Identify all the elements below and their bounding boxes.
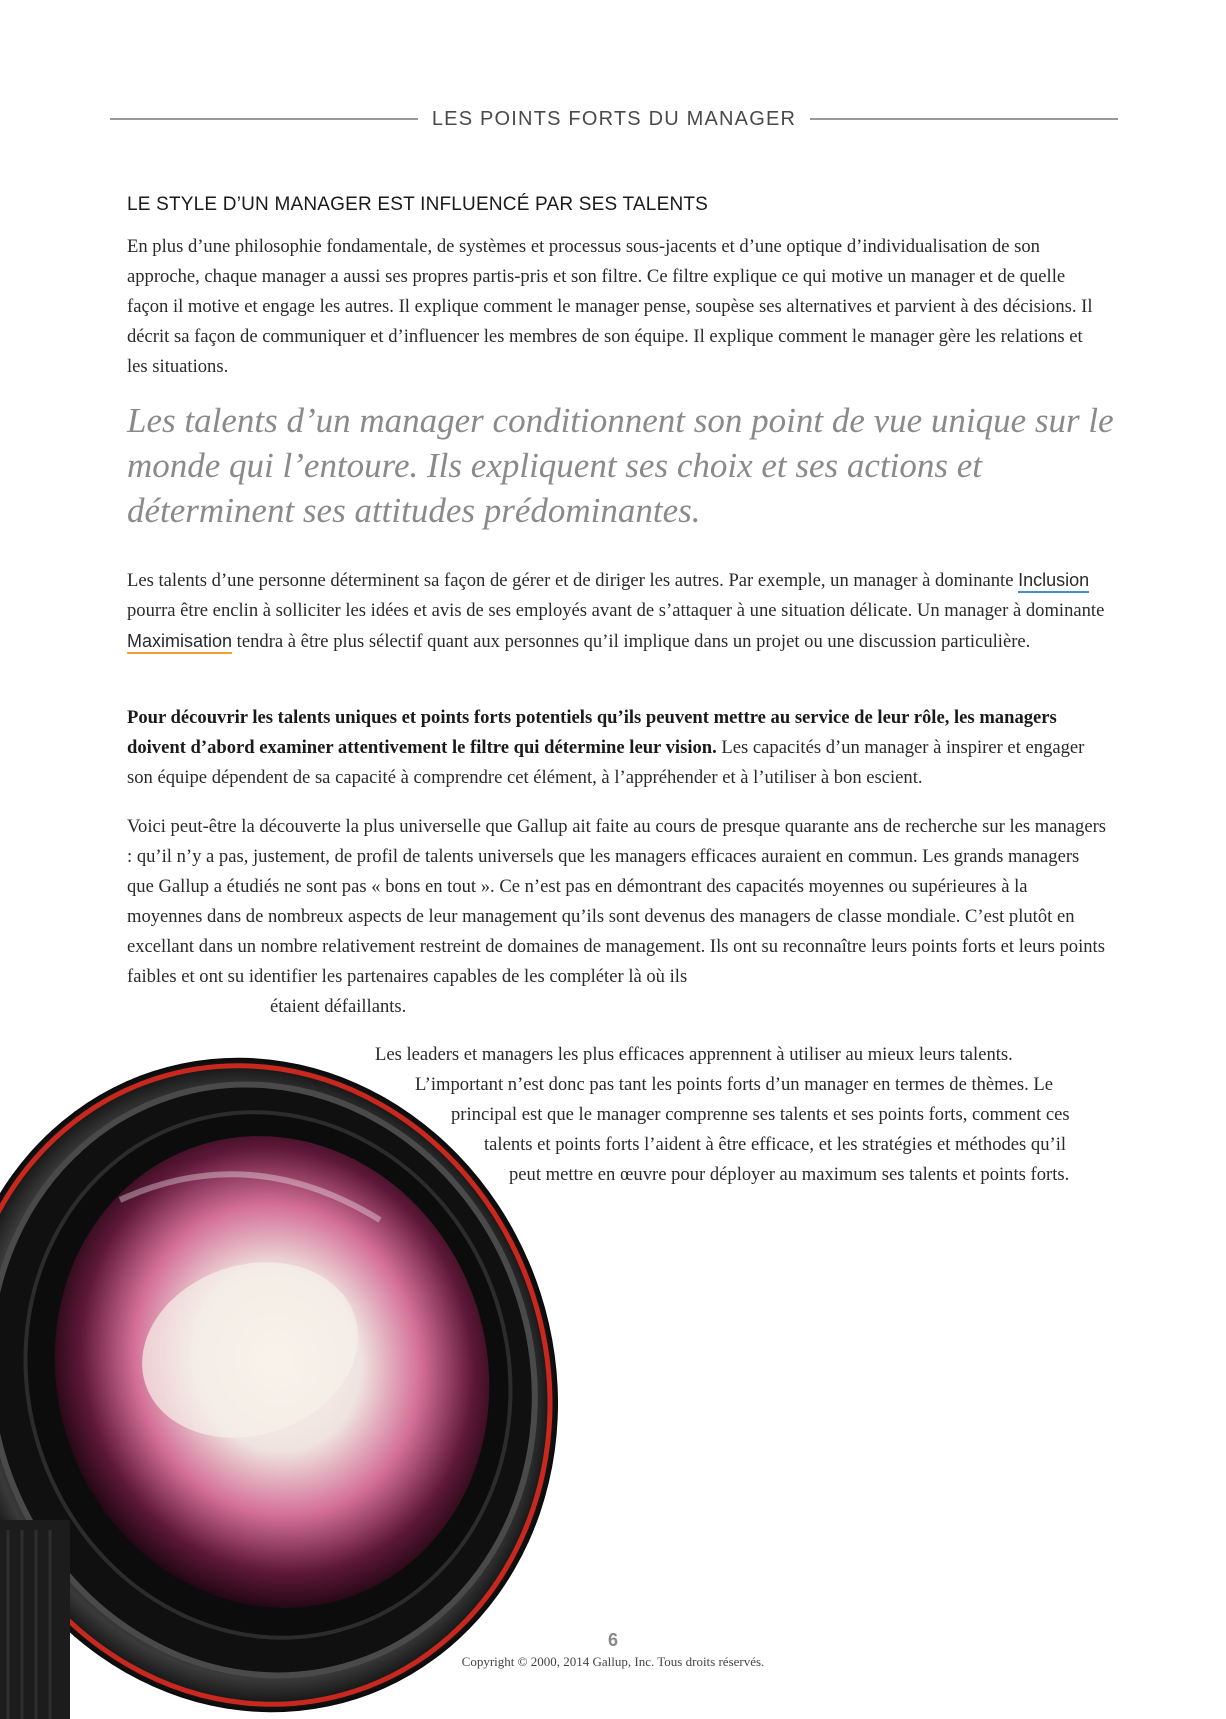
closing-line-3: principal est que le manager comprenne ses talents et ses points forts, comment ces <box>451 1104 1070 1125</box>
closing-line-2: L’important n’est donc pas tant les points forts d’un manager en termes de thèmes. Le <box>415 1074 1054 1095</box>
paragraph-2 <box>127 565 1107 657</box>
page-header <box>110 105 1118 133</box>
header-rule-left <box>110 118 418 120</box>
paragraph-2-text-b: pourra être enclin à solliciter les idées et avis de ses employés avant de s’attaquer à une situation délicate. Un manager à dominante <box>127 600 1105 621</box>
header-rule-right <box>810 118 1118 120</box>
page-number: 6 <box>607 1630 618 1650</box>
paragraph-2-text-c: tendra à être plus sélectif quant aux personnes qu’il implique dans un projet ou une discussion particulière. <box>232 631 1031 652</box>
header-title: LES POINTS FORTS DU MANAGER <box>431 107 797 130</box>
paragraph-4-end: étaient défaillants. <box>270 996 407 1017</box>
paragraph-1: En plus d’une philosophie fondamentale, de systèmes et processus sous-jacents et d’une optique d’individualisation de son approche, chaque manager a aussi ses propres partis-pris et son filtre. Ce filtre explique ce qui motive un manager et de quelle façon il motive et engage les autres. Il explique comment le manager pense, soupèse ses alternatives et parvient à des décisions. Il décrit sa façon de communiquer et d’influencer les membres de son équipe. Il explique comment le manager gère les relations et les situations. <box>127 236 1093 377</box>
theme-inclusion: Inclusion <box>1018 570 1089 593</box>
closing-line-4: talents et points forts l’aident à être efficace, et les stratégies et méthodes qu’il <box>484 1134 1067 1155</box>
copyright: Copyright © 2000, 2014 Gallup, Inc. Tous droits réservés. <box>461 1654 765 1669</box>
camera-lens-icon <box>0 1050 560 1719</box>
section-heading: LE STYLE D’UN MANAGER EST INFLUENCÉ PAR SES TALENTS <box>127 194 709 215</box>
closing-line-5: peut mettre en œuvre pour déployer au maximum ses talents et points forts. <box>509 1164 1070 1185</box>
pull-quote: Les talents d’un manager conditionnent son point de vue unique sur le monde qui l’entoure. Ils expliquent ses choix et ses actions et déterminent ses attitudes prédominantes. <box>127 401 1114 530</box>
paragraph-3 <box>127 703 1107 793</box>
paragraph-2-text-a: Les talents d’une personne déterminent sa façon de gérer et de diriger les autres. Par exemple, un manager à dominante <box>127 570 1019 591</box>
paragraph-3-bold: Pour découvrir les talents uniques et points forts potentiels qu’ils peuvent mettre au service de leur rôle, les managers doivent d’abord examiner attentivement le filtre qui détermine leur vision. <box>127 707 1057 758</box>
theme-maximisation: Maximisation <box>127 631 232 654</box>
paragraph-3-rest: Les capacités d’un manager à inspirer et engager son équipe dépendent de sa capacité à comprendre cet élément, à l’appréhender et à l’utiliser à bon escient. <box>127 737 1085 788</box>
closing-line-1: Les leaders et managers les plus efficaces apprennent à utiliser au mieux leurs talents. <box>375 1044 1013 1065</box>
paragraph-4: Voici peut-être la découverte la plus universelle que Gallup ait faite au cours de presque quarante ans de recherche sur les managers : qu’il n’y a pas, justement, de profil de talents universels que les managers efficaces auraient en commun. Les grands managers que Gallup a étudiés ne sont pas « bons en tout ». Ce n’est pas en démontrant des capacités moyennes ou supérieures à la moyennes dans de nombreux aspects de leur management qu’ils sont devenus des managers de classe mondiale. C’est plutôt en excellant dans un nombre relativement restreint de domaines de management. Ils ont su reconnaître leurs points forts et leurs points faibles et ont su identifier les partenaires capables de les compléter là où ils <box>127 816 1107 987</box>
